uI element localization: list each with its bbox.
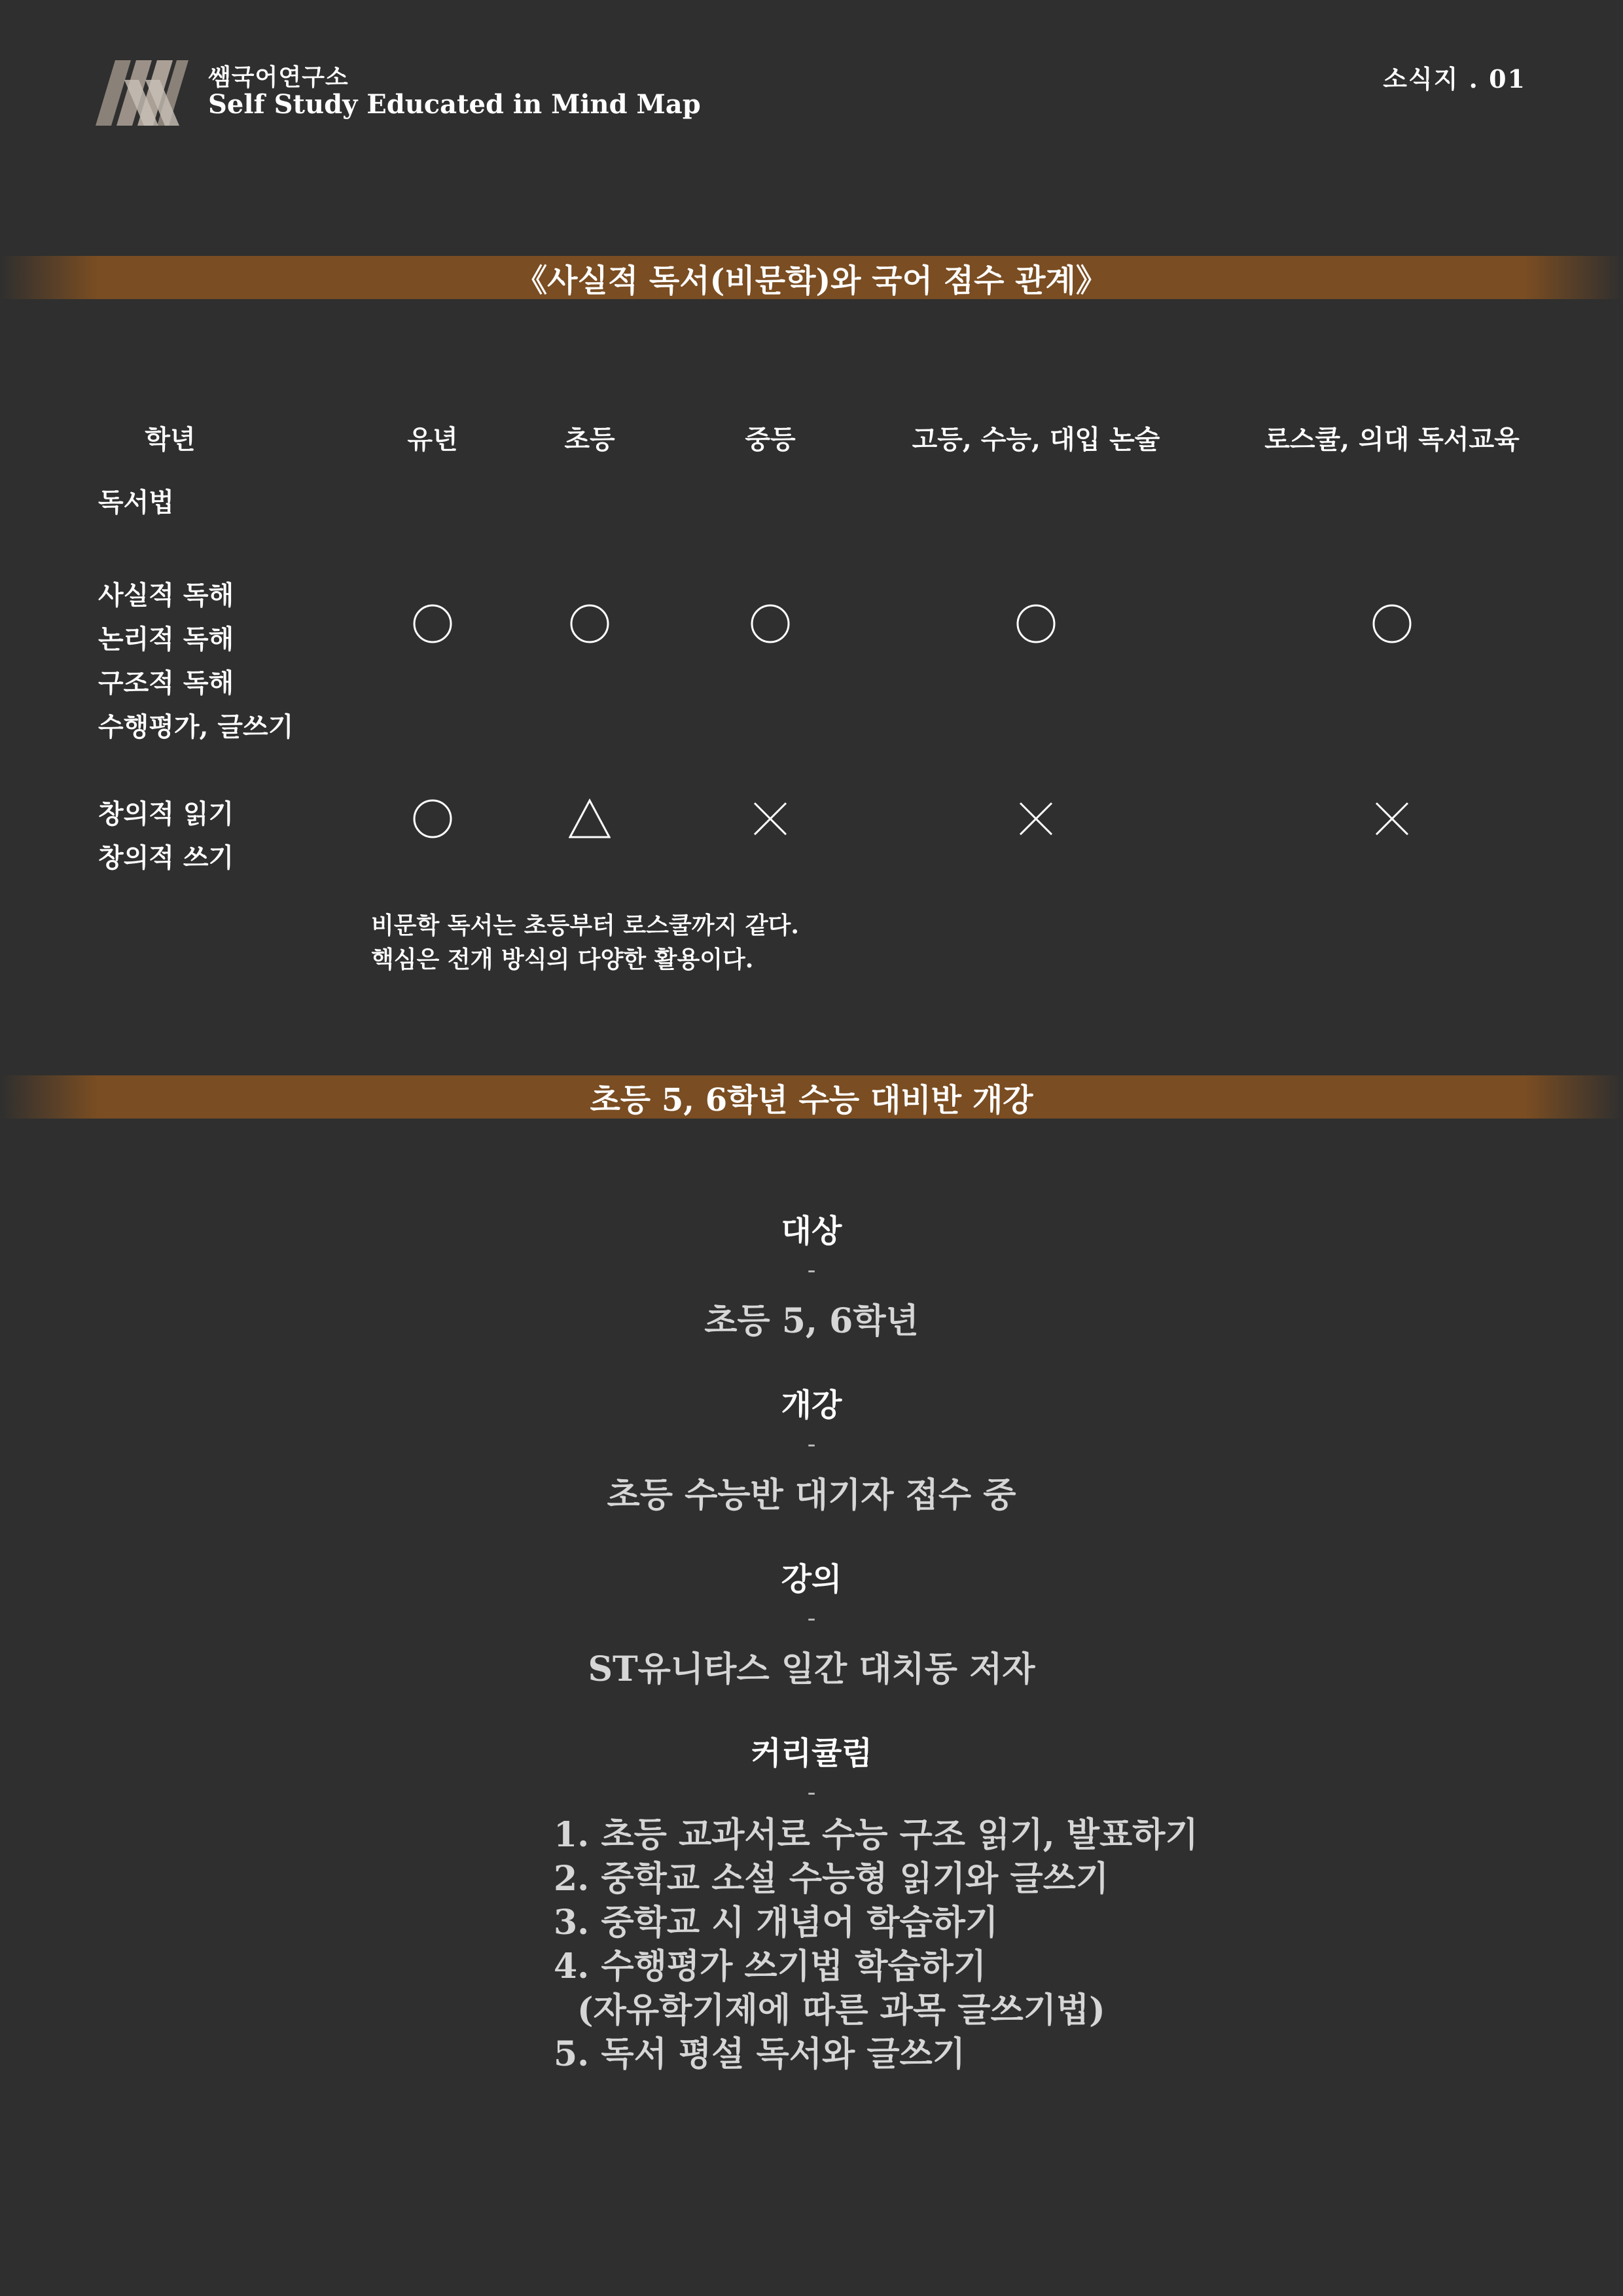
cross-icon bbox=[749, 798, 791, 840]
curriculum-title: 커리큘럼 bbox=[751, 1735, 872, 1772]
column-header: 고등, 수능, 대입 논술 bbox=[912, 424, 1160, 455]
target-title: 대상 bbox=[781, 1213, 842, 1249]
curriculum-item: (자유학기제에 따른 과목 글쓰기법) bbox=[577, 1990, 1105, 2030]
circle-icon bbox=[412, 603, 454, 645]
logo-icon bbox=[96, 60, 188, 126]
cross-icon bbox=[1371, 798, 1413, 840]
lecture-title: 강의 bbox=[781, 1561, 842, 1598]
curriculum-item: 3. 중학교 시 개념어 학습하기 bbox=[554, 1903, 999, 1943]
curriculum-item: 2. 중학교 소설 수능형 읽기와 글쓰기 bbox=[554, 1859, 1109, 1899]
triangle-icon bbox=[569, 798, 611, 840]
row-label: 창의적 쓰기 bbox=[98, 842, 234, 873]
cross-icon bbox=[1015, 798, 1057, 840]
section-title: 《사실적 독서(비문학)와 국어 점수 관계》 bbox=[516, 262, 1107, 299]
table-note bbox=[371, 908, 799, 977]
curriculum-item: 1. 초등 교과서로 수능 구조 읽기, 발표하기 bbox=[554, 1815, 1198, 1855]
circle-icon bbox=[749, 603, 791, 645]
circle-icon bbox=[412, 798, 454, 840]
divider-dash: - bbox=[807, 1429, 816, 1458]
row-label: 수행평가, 글쓰기 bbox=[98, 711, 294, 742]
divider-dash: - bbox=[807, 1778, 816, 1806]
section-banner-course bbox=[0, 1075, 1623, 1119]
divider-dash: - bbox=[807, 1604, 816, 1632]
circle-icon bbox=[569, 603, 611, 645]
note-line: 핵심은 전개 방식의 다양한 활용이다. bbox=[371, 946, 754, 973]
circle-icon bbox=[1371, 603, 1413, 645]
opening-title: 개강 bbox=[781, 1387, 842, 1424]
target-body: 초등 5, 6학년 bbox=[704, 1301, 919, 1341]
row-label: 사실적 독해 bbox=[98, 580, 234, 611]
brand-name-korean: 쌤국어연구소 bbox=[208, 63, 349, 91]
section-title: 초등 5, 6학년 수능 대비반 개강 bbox=[590, 1081, 1033, 1119]
row-label: 논리적 독해 bbox=[98, 624, 234, 655]
column-header: 유년 bbox=[407, 424, 458, 455]
opening-body: 초등 수능반 대기자 접수 중 bbox=[607, 1475, 1016, 1515]
circle-icon bbox=[1015, 603, 1057, 645]
issue-number: 소식지 . 01 bbox=[1383, 64, 1526, 94]
row-label: 창의적 읽기 bbox=[98, 798, 234, 829]
curriculum-item: 5. 독서 평설 독서와 글쓰기 bbox=[554, 2034, 966, 2074]
column-header: 중등 bbox=[745, 424, 796, 455]
table-corner-grade: 학년 bbox=[145, 424, 196, 455]
table-corner-method: 독서법 bbox=[98, 487, 174, 518]
lecture-body: ST유니타스 일간 대치동 저자 bbox=[588, 1649, 1035, 1689]
section-banner-reading bbox=[0, 256, 1623, 299]
row-label: 구조적 독해 bbox=[98, 668, 234, 698]
curriculum-item: 4. 수행평가 쓰기법 학습하기 bbox=[554, 1946, 987, 1986]
column-header: 로스쿨, 의대 독서교육 bbox=[1264, 424, 1520, 455]
column-header: 초등 bbox=[564, 424, 615, 455]
curriculum-list bbox=[554, 1813, 1198, 2076]
note-line: 비문학 독서는 초등부터 로스쿨까지 같다. bbox=[371, 912, 799, 939]
divider-dash: - bbox=[807, 1255, 816, 1284]
brand-name-english: Self Study Educated in Mind Map bbox=[208, 89, 701, 120]
